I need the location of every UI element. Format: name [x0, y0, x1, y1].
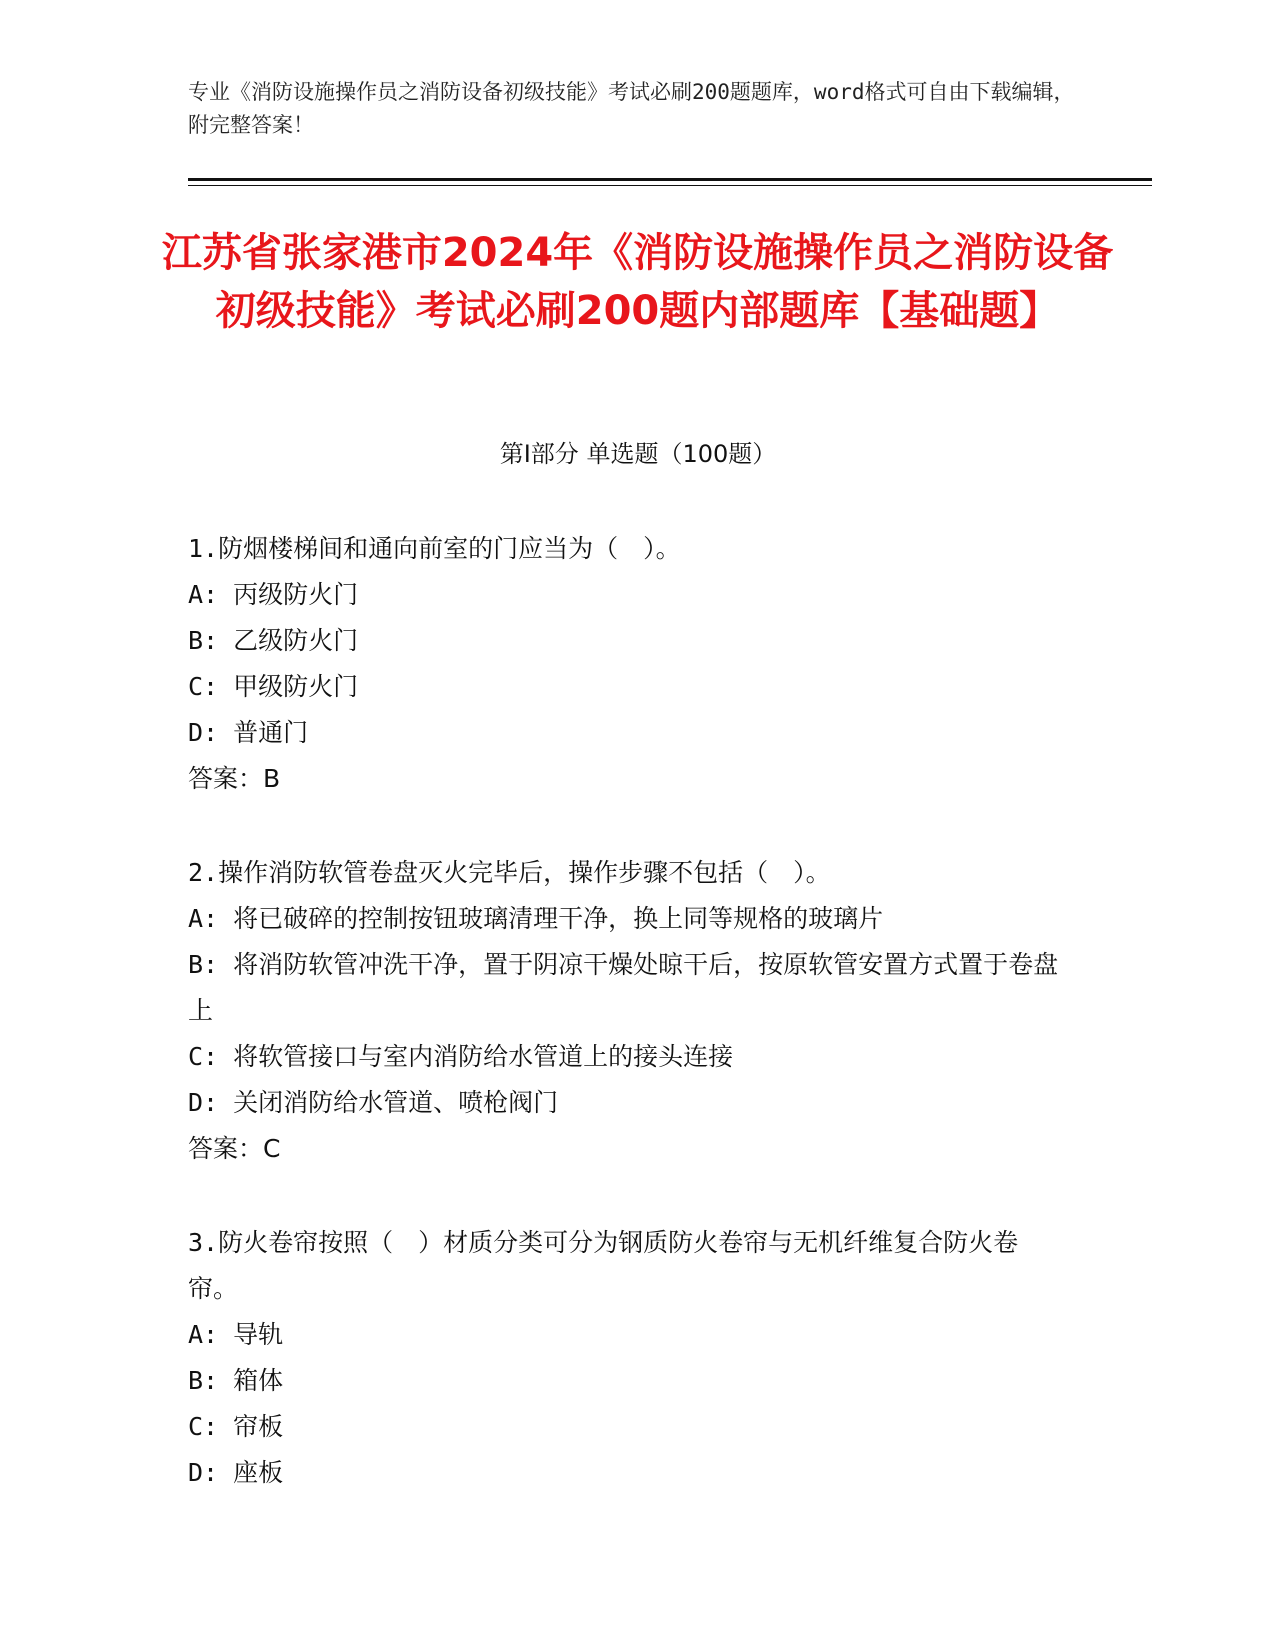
question-stem: 3.防火卷帘按照（ ）材质分类可分为钢质防火卷帘与无机纤维复合防火卷帘。 [188, 1228, 1019, 1303]
header-divider-thin [188, 185, 1152, 186]
header-note: 专业《消防设施操作员之消防设备初级技能》考试必刷200题题库，word格式可自由下载编辑，附完整答案！ [188, 80, 1075, 137]
option-d: D: 关闭消防给水管道、喷枪阀门 [188, 1088, 559, 1117]
option-c: C: 将软管接口与室内消防给水管道上的接头连接 [188, 1042, 734, 1071]
question-stem: 2.操作消防软管卷盘灭火完毕后，操作步骤不包括（ ）。 [188, 858, 831, 887]
option-a: A: 将已破碎的控制按钮玻璃清理干净，换上同等规格的玻璃片 [188, 904, 884, 933]
section-heading: 第Ⅰ部分 单选题（100题） [499, 440, 777, 468]
header-divider-thick [188, 178, 1152, 181]
question-1 [188, 526, 1068, 802]
option-a: A: 丙级防火门 [188, 580, 359, 609]
answer: 答案：B [188, 764, 281, 793]
option-c: C: 甲级防火门 [188, 672, 359, 701]
option-d: D: 座板 [188, 1458, 284, 1487]
question-3 [188, 1220, 1068, 1496]
option-d: D: 普通门 [188, 718, 309, 747]
question-stem: 1.防烟楼梯间和通向前室的门应当为（ ）。 [188, 534, 681, 563]
question-2 [188, 850, 1068, 1172]
option-b: B: 乙级防火门 [188, 626, 359, 655]
option-c: C: 帘板 [188, 1412, 284, 1441]
answer: 答案：C [188, 1134, 281, 1163]
question-list [188, 526, 1068, 1544]
document-title: 江苏省张家港市2024年《消防设施操作员之消防设备初级技能》考试必刷200题内部题库【基础题】 [161, 230, 1114, 334]
option-b: B: 箱体 [188, 1366, 284, 1395]
option-b: B: 将消防软管冲洗干净，置于阴凉干燥处晾干后，按原软管安置方式置于卷盘上 [188, 950, 1059, 1025]
option-a: A: 导轨 [188, 1320, 284, 1349]
